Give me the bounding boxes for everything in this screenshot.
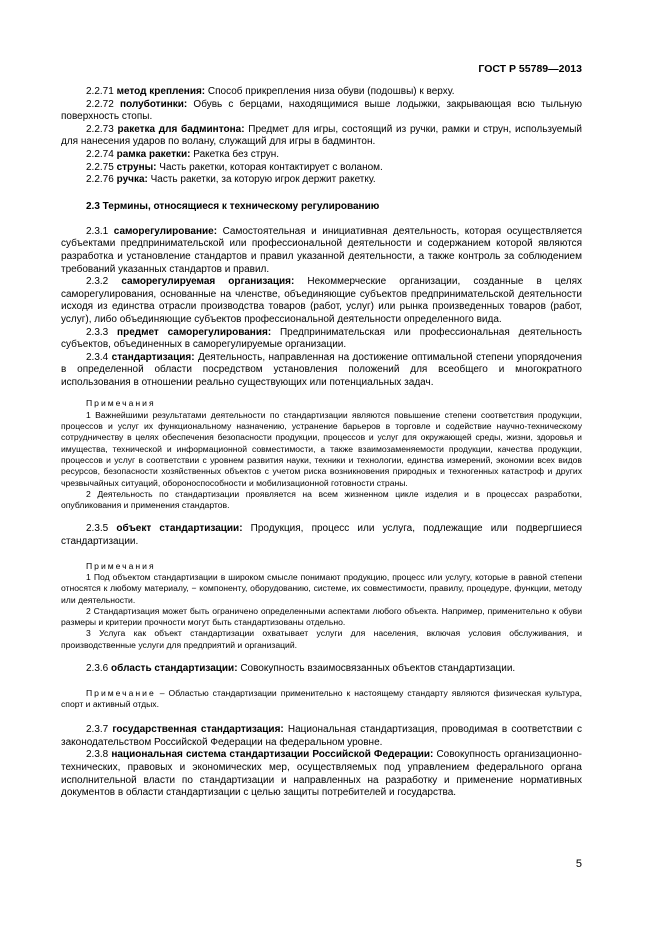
standard-header: ГОСТ Р 55789—2013 [478, 63, 582, 75]
term-2-2-74: 2.2.74 рамка ракетки: Ракетка без струн. [86, 148, 280, 160]
note-item: 1 Под объектом стандартизации в широком смысле понимают продукцию, процесс или услугу, которые в равной степени относятся к любому материалу, − компоненту, оборудованию, системе, их совместимости, правилу, процедуре, функции, методу или деятельности. [61, 571, 582, 605]
term-2-3-5: 2.3.5 объект стандартизации: Продукция, процесс или услуга, подлежащие или подвергшиеся стандартизации. [61, 523, 582, 548]
term-2-3-7: 2.3.7 государственная стандартизация: Национальная стандартизация, проводимая в соответствии с законодательством Российской Федерации на федеральном уровне. [61, 724, 582, 748]
note-item: 1 Важнейшими результатами деятельности по стандартизации являются повышение степени соответствия продукции, процессов и услуг их функциональному назначению, устранение барьеров в торговле и содействие научно-техническому сотрудничеству в целях обеспечения безопасности продукции, процессов и услуг для окружающей среды, жизни, здоровья и имущества, технической и информационной совместимости, а также взаимозаменяемости продукции, качества продукции, процессов и услуг в соответствии с уровнем развития науки, техники и технологии, единства измерений, экономии всех видов ресурсов, безопасности хозяйственных объектов с учетом риска возникновения природных и техногенных катастроф и других чрезвычайных ситуаций, обороноспособности и мобилизационной готовности страны. [61, 409, 582, 488]
term-2-2-75: 2.2.75 струны: Часть ракетки, которая контактирует с воланом. [86, 161, 383, 173]
term-2-2-72: 2.2.72 полуботинки: Обувь с берцами, находящимися выше лодыжки, закрывающая всю тыльную поверхность стопы. [61, 98, 583, 123]
note-item: 2 Стандартизация может быть ограничено определенными аспектами любого объекта. Например, применительно к обуви размеры и критерии прочности могут быть стандартизованы отдельно. [61, 605, 582, 628]
term-2-3-8: 2.3.8 национальная система стандартизации Российской Федерации: Совокупность организационно-технических, правовых и экономических мер, осуществляемых под управлением федерального органа исполнительной власти по стандартизации и направленных на разработку и применение нормативных документов в области стандартизации с целью защиты потребителей и государства. [61, 749, 583, 799]
notes-label: Примечания [86, 560, 156, 571]
term-2-2-71: 2.2.71 метод крепления: Способ прикрепления низа обуви (подошвы) к верху. [86, 86, 455, 97]
term-2-3-1: 2.3.1 саморегулирование: Самостоятельная и инициативная деятельность, которая осуществляется субъектами предпринимательской или профессиональной деятельности и содержанием которой являются разработка и установление стандартов и правил указанной деятельности, а также контроль за соблюдением требований указанных стандартов и правил. [61, 225, 582, 275]
term-2-2-76: 2.2.76 ручка: Часть ракетки, за которую игрок держит ракетку. [86, 174, 376, 186]
term-2-2-73: 2.2.73 ракетка для бадминтона: Предмет для игры, состоящий из ручки, рамки и струн, используемый для нанесения ударов по волану, служащий для игры в бадминтон. [61, 123, 583, 148]
notes-label: Примечания [86, 398, 156, 409]
term-2-3-3: 2.3.3 предмет саморегулирования: Предпринимательская или профессиональная деятельность субъектов, объединенных в саморегулируемые организации. [61, 326, 582, 351]
note-item: 3 Услуга как объект стандартизации охватывает услуги для населения, включая условия обслуживания, и производственные услуги для предприятий и организаций. [61, 628, 582, 650]
term-2-3-6: 2.3.6 область стандартизации: Совокупность взаимосвязанных объектов стандартизации. [86, 663, 516, 674]
term-2-3-2: 2.3.2 саморегулируемая организация: Некоммерческие организации, созданные в целях саморегулирования, основанные на членстве, объединяющие субъектов предпринимательской деятельности исходя из единства отрасли производства товаров (работ, услуг) или рынка произведенных товаров (работ, услуг), либо объединяющие субъектов профессиональной деятельности определенного вида. [61, 276, 582, 325]
note-single: Примечание – Областью стандартизации применительно к настоящему стандарту являются физическая культура, спорт и активный отдых. [61, 687, 583, 709]
note-item: 2 Деятельность по стандартизации проявляется на всем жизненном цикле изделия и в процессах разработки, опубликования и применения стандартов. [61, 488, 582, 511]
term-2-3-4: 2.3.4 стандартизация: Деятельность, направленная на достижение оптимальной степени упорядочения в определенной области посредством установления положений для всеобщего и многократного использования в отношении реально существующих или потенциальных задач. [61, 351, 582, 388]
section-title: 2.3 Термины, относящиеся к техническому регулированию [86, 200, 380, 212]
page-content [61, 86, 582, 800]
page-number: 5 [575, 858, 582, 870]
